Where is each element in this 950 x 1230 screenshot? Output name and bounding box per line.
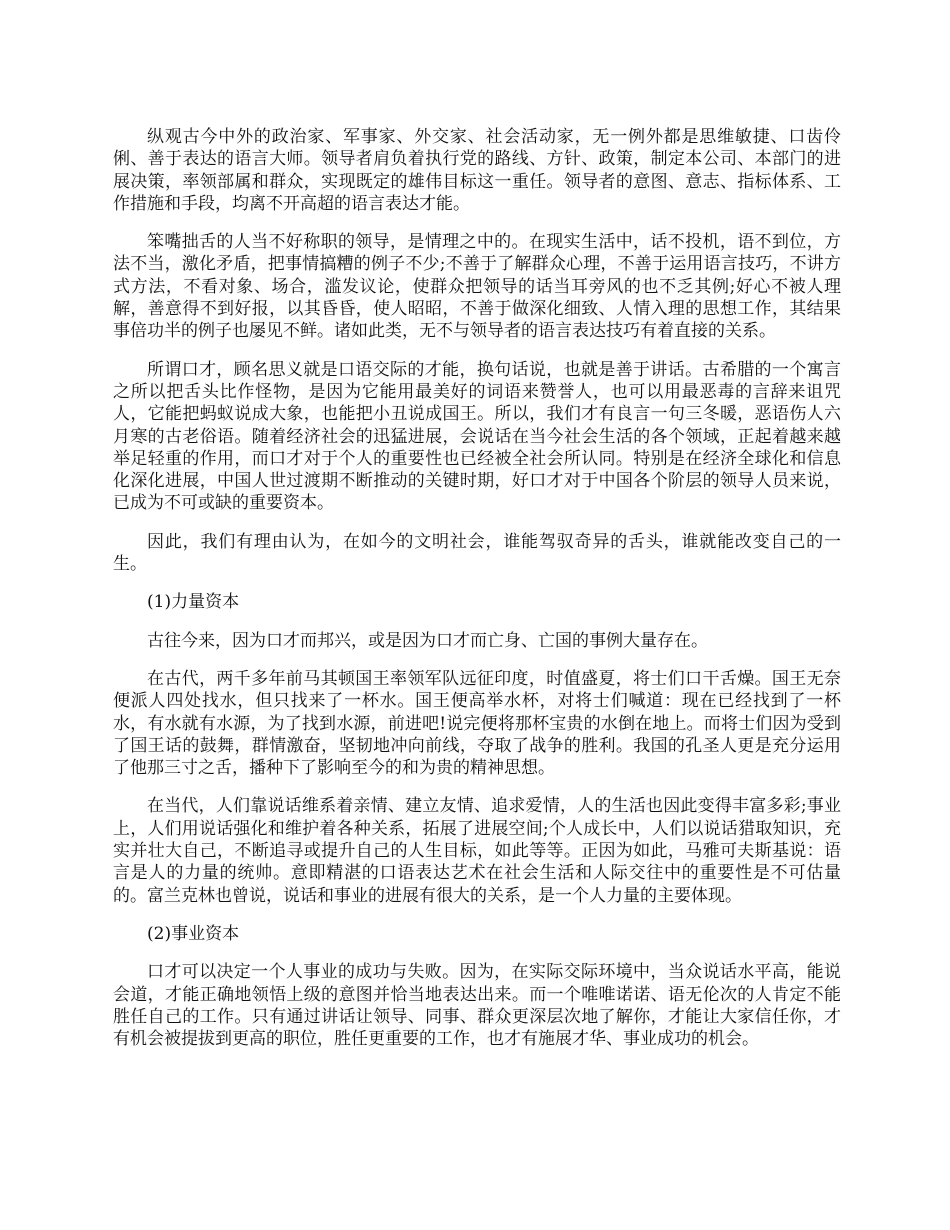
- section-heading-power-capital: (1)力量资本: [147, 592, 240, 613]
- paragraph-poor-speech: 笨嘴拙舌的人当不好称职的领导，是情理之中的。在现实生活中，话不投机，语不到位，方法不当，激化矛盾，把事情搞糟的例子不少;不善于了解群众心理，不善于运用语言技巧，不讲方式方法，不看对象、场合，滥发议论，使群众把领导的话当耳旁风的也不乏其例;好心不被人理解，善意得不到好报，以其昏昏，使人昭昭，不善于做深化细致、人情入理的思想工作，其结果事倍功半的例子也屡见不鲜。诸如此类，无不与领导者的语言表达技巧有着直接的关系。: [113, 232, 841, 342]
- paragraph-ancient-example: 在古代，两千多年前马其顿国王率领军队远征印度，时值盛夏，将士们口干舌燥。国王无奈便派人四处找水，但只找来了一杯水。国王便高举水杯，对将士们喊道：现在已经找到了一杯水，有水就有水源，为了找到水源，前进吧!说完便将那杯宝贵的水倒在地上。而将士们因为受到了国王话的鼓舞，群情激奋，坚韧地冲向前线，夺取了战争的胜利。我国的孔圣人更是充分运用了他那三寸之舌，播种下了影响至今的和为贵的精神思想。: [113, 668, 841, 779]
- paragraph-intro: 纵观古今中外的政治家、军事家、外交家、社会活动家，无一例外都是思维敏捷、口齿伶俐、善于表达的语言大师。领导者肩负着执行党的路线、方针、政策，制定本公司、本部门的进展决策，率领部属和群众，实现既定的雄伟目标这一重任。领导者的意图、意志、指标体系、工作措施和手段，均离不开高超的语言表达才能。: [113, 127, 841, 214]
- paragraph-conclusion: 因此，我们有理由认为，在如今的文明社会，谁能驾驭奇异的舌头，谁就能改变自己的一生。: [113, 531, 841, 575]
- paragraph-career: 口才可以决定一个人事业的成功与失败。因为，在实际交际环境中，当众说话水平高，能说会道，才能正确地领悟上级的意图并恰当地表达出来。而一个唯唯诺诺、语无伦次的人肯定不能胜任自己的工作。只有通过讲话让领导、同事、群众更深层次地了解你，才能让大家信任你，才有机会被提拔到更高的职位，胜任更重要的工作，也才有施展才华、事业成功的机会。: [113, 962, 841, 1050]
- paragraph-eloquence-definition: 所谓口才，顾名思义就是口语交际的才能，换句话说，也就是善于讲话。古希腊的一个寓言之所以把舌头比作怪物，是因为它能用最美好的词语来赞誉人，也可以用最恶毒的言辞来诅咒人，它能把蚂蚁说成大象，也能把小丑说成国王。所以，我们才有良言一句三冬暖，恶语伤人六月寒的古老俗语。随着经济社会的迅猛进展，会说话在当今社会生活的各个领域，正起着越来越举足轻重的作用，而口才对于个人的重要性也已经被全社会所认同。特别是在经济全球化和信息化深化进展，中国人世过渡期不断推动的关键时期，好口才对于中国各个阶层的领导人员来说，已成为不可或缺的重要资本。: [113, 359, 841, 514]
- document-body: [113, 126, 841, 1066]
- paragraph-history: 古往今来，因为口才而邦兴，或是因为口才而亡身、亡国的事例大量存在。: [147, 630, 708, 651]
- section-heading-career-capital: (2)事业资本: [147, 923, 240, 944]
- paragraph-modern-example: 在当代，人们靠说话维系着亲情、建立友情、追求爱情，人的生活也因此变得丰富多彩;事业上，人们用说话强化和维护着各种关系，拓展了进展空间;个人成长中，人们以说话猎取知识，充实并壮大自己，不断追寻或提升自己的人生目标，如此等等。正因为如此，马雅可夫斯基说：语言是人的力量的统帅。意即精湛的口语表达艺术在社会生活和人际交往中的重要性是不可估量的。富兰克林也曾说，说话和事业的进展有很大的关系，是一个人力量的主要体现。: [113, 796, 841, 906]
